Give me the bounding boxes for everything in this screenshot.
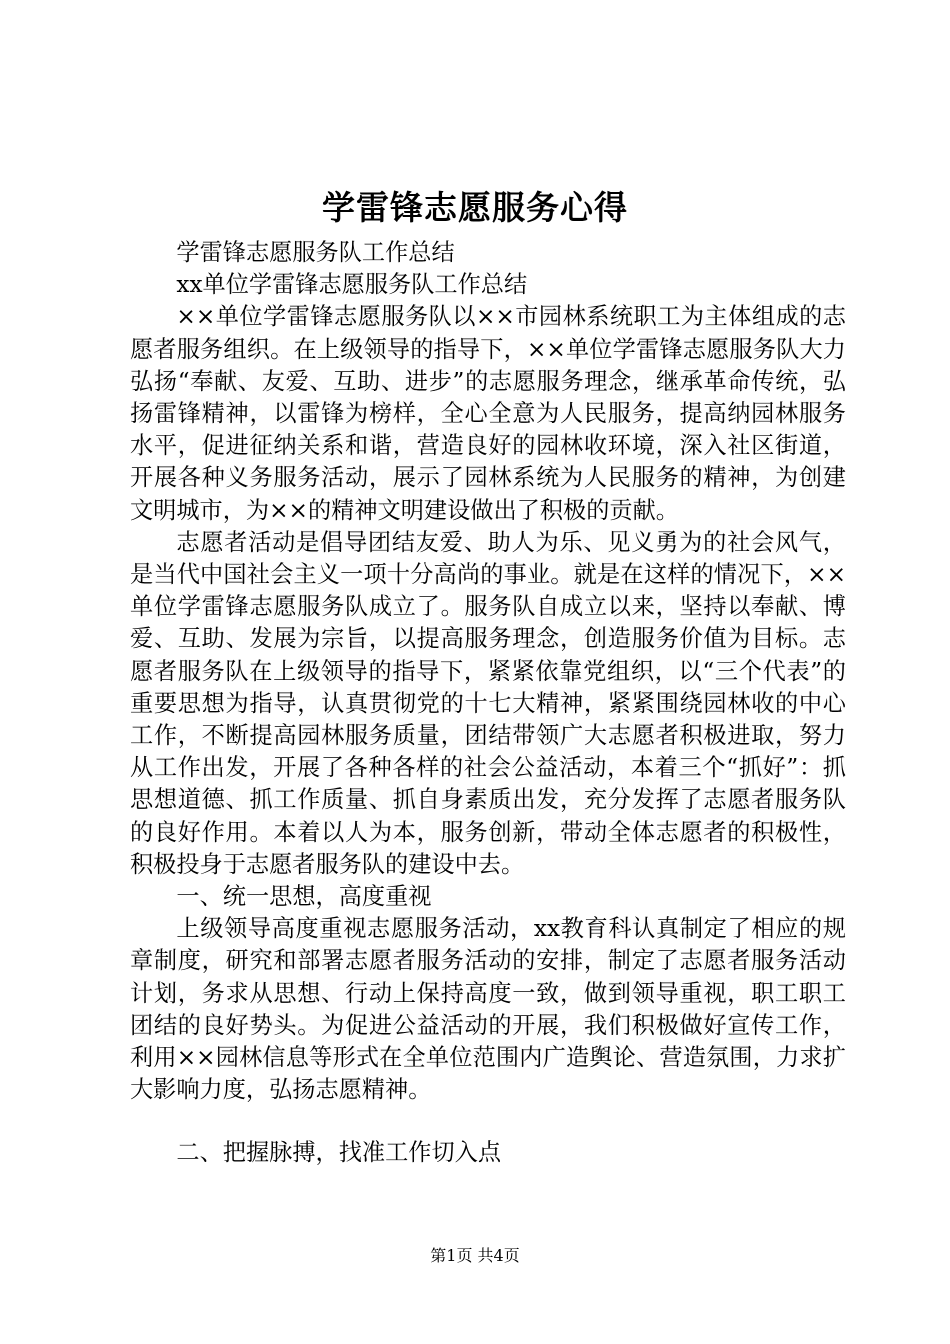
- document-body: [130, 237, 846, 1170]
- section-heading-2: 二、把握脉搏，找准工作切入点: [176, 1139, 502, 1167]
- paragraph-section-1: 上级领导高度重视志愿服务活动，xx教育科认真制定了相应的规章制度，研究和部署志愿者服务活动的安排，制定了志愿者服务活动计划，务求从思想、行动上保持高度一致，做到领导重视，职工职工团结的良好势头。为促进公益活动的开展，我们积极做好宣传工作，利用××园林信息等形式在全单位范围内广造舆论、营造氛围，力求扩大影响力度，弘扬志愿精神。: [130, 915, 846, 1104]
- paragraph-intro: ××单位学雷锋志愿服务队以××市园林系统职工为主体组成的志愿者服务组织。在上级领导的指导下，××单位学雷锋志愿服务队大力弘扬“奉献、友爱、互助、进步”的志愿服务理念，继承革命传统，弘扬雷锋精神，以雷锋为榜样，全心全意为人民服务，提高纳园林服务水平，促进征纳关系和谐，营造良好的园林收环境，深入社区街道，开展各种义务服务活动，展示了园林系统为人民服务的精神，为创建文明城市，为××的精神文明建设做出了积极的贡献。: [130, 303, 846, 524]
- paragraph-subtitle: 学雷锋志愿服务队工作总结: [176, 239, 455, 266]
- paragraph-activities: 志愿者活动是倡导团结友爱、助人为乐、见义勇为的社会风气，是当代中国社会主义一项十分高尚的事业。就是在这样的情况下，××单位学雷锋志愿服务队成立了。服务队自成立以来，坚持以奉献、博爱、互助、发展为宗旨，以提高服务理念，创造服务价值为目标。志愿者服务队在上级领导的指导下，紧紧依靠党组织，以“三个代表”的重要思想为指导，认真贯彻党的十七大精神，紧紧围绕园林收的中心工作，不断提高园林服务质量，团结带领广大志愿者积极进取，努力从工作出发，开展了各种各样的社会公益活动，本着三个“抓好”：抓思想道德、抓工作质量、抓自身素质出发，充分发挥了志愿者服务队的良好作用。本着以人为本，服务创新，带动全体志愿者的积极性，积极投身于志愿者服务队的建设中去。: [130, 528, 846, 878]
- section-heading-1: 一、统一思想，高度重视: [176, 883, 432, 911]
- paragraph-unit-subtitle: xx单位学雷锋志愿服务队工作总结: [176, 271, 528, 299]
- document-title: 学雷锋志愿服务心得: [322, 188, 628, 227]
- page-footer: 第1页 共4页: [430, 1246, 520, 1265]
